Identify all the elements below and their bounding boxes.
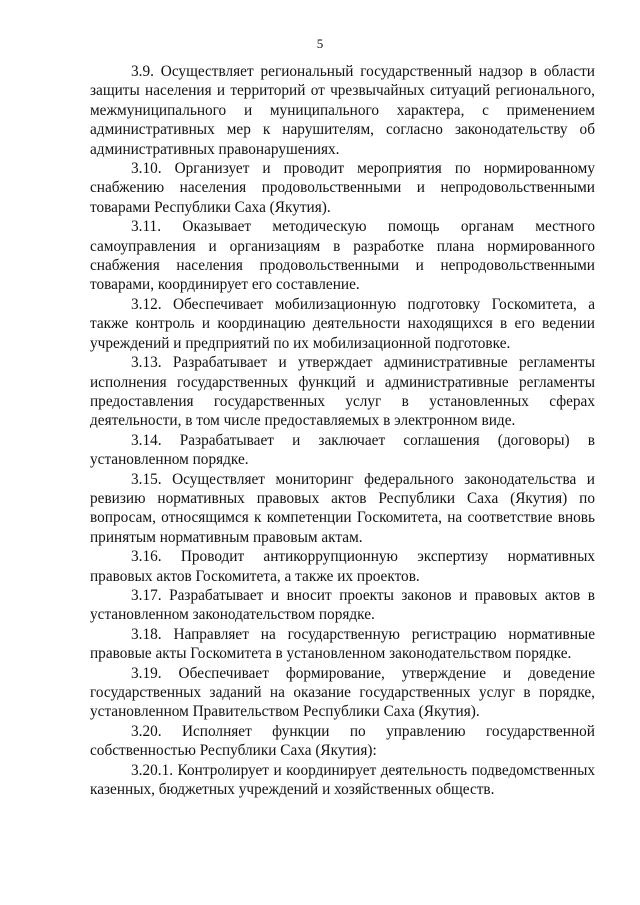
- paragraph-3-14: 3.14. Разрабатывает и заключает соглашения (договоры) в установленном порядке.: [90, 431, 595, 469]
- paragraph-3-12: 3.12. Обеспечивает мобилизационную подготовку Госкомитета, а также контроль и координацию деятельности находящихся в его ведении учреждений и предприятий по их мобилизационной подготовке.: [90, 295, 595, 352]
- paragraph-3-17: 3.17. Разрабатывает и вносит проекты законов и правовых актов в установленном законодательством порядке.: [90, 586, 595, 624]
- paragraph-3-13: 3.13. Разрабатывает и утверждает административные регламенты исполнения государственных функций и административные регламенты предоставления государственных услуг в установленных сферах деятельности, в том числе предоставляемых в электронном виде.: [90, 354, 595, 430]
- paragraph-3-20: 3.20. Исполняет функции по управлению государственной собственностью Республики Саха (Якутия):: [90, 722, 595, 760]
- paragraph-3-19: 3.19. Обеспечивает формирование, утверждение и доведение государственных заданий на оказание государственных услуг в порядке, установленном Правительством Республики Саха (Якутия).: [90, 664, 595, 721]
- paragraph-3-18: 3.18. Направляет на государственную регистрацию нормативные правовые акты Госкомитета в установленном законодательством порядке.: [90, 625, 595, 663]
- paragraph-3-20-1: 3.20.1. Контролирует и координирует деятельность подведомственных казенных, бюджетных учреждений и хозяйственных обществ.: [90, 761, 595, 799]
- paragraph-3-9: 3.9. Осуществляет региональный государственный надзор в области защиты населения и территорий от чрезвычайных ситуаций регионального, межмуниципального и муниципального характера, с применением административных мер к нарушителям, согласно законодательству об административных правонарушениях.: [90, 63, 595, 158]
- paragraph-3-11: 3.11. Оказывает методическую помощь органам местного самоуправления и организациям в разработке плана нормированного снабжения населения продовольственными и непродовольственными товарами, координирует его составление.: [90, 218, 595, 294]
- paragraph-3-15: 3.15. Осуществляет мониторинг федерального законодательства и ревизию нормативных правовых актов Республики Саха (Якутия) по вопросам, относящимся к компетенции Госкомитета, на соответствие вновь принятым нормативным правовым актам.: [90, 470, 595, 546]
- page-number: 5: [316, 36, 324, 51]
- paragraph-3-10: 3.10. Организует и проводит мероприятия по нормированному снабжению населения продовольственными и непродовольственными товарами Республики Саха (Якутия).: [90, 160, 595, 216]
- document-body: [90, 62, 595, 799]
- paragraph-3-16: 3.16. Проводит антикоррупционную экспертизу нормативных правовых актов Госкомитета, а также их проектов.: [90, 548, 595, 585]
